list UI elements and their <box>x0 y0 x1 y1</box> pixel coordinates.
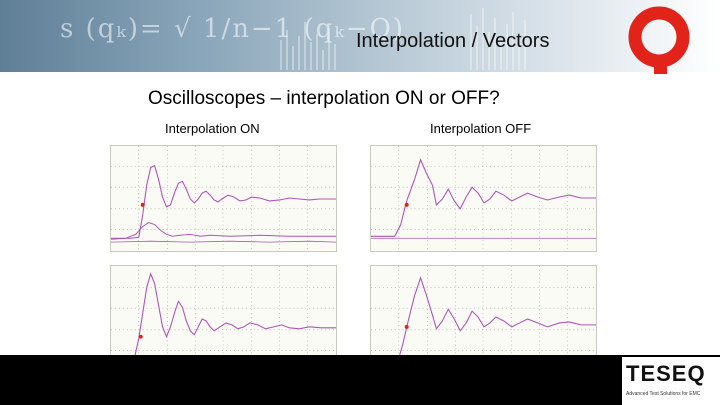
trigger-marker <box>405 203 409 207</box>
trigger-marker <box>141 203 145 207</box>
scope-trace-secondary <box>111 223 336 240</box>
label-interpolation-off: Interpolation OFF <box>430 121 532 136</box>
teseq-logo <box>622 357 720 405</box>
teseq-tagline: Advanced Test Solutions for EMC <box>626 391 701 397</box>
slide-title: Interpolation / Vectors <box>356 30 550 52</box>
scope-off-top <box>370 145 597 252</box>
trigger-marker <box>405 325 409 329</box>
scope-on-top <box>110 145 337 252</box>
scope-trace-main <box>371 160 596 237</box>
footer-bar <box>0 355 720 405</box>
trigger-marker <box>139 335 143 339</box>
scope-trace-main <box>371 278 596 358</box>
brand-ring-logo <box>626 4 692 76</box>
scope-trace-main <box>111 274 336 362</box>
decorative-formula: s (qₖ)= √ 1/n−1 (qₖ−Q) <box>60 14 406 44</box>
label-interpolation-on: Interpolation ON <box>165 121 260 136</box>
scope-trace-reference <box>111 241 336 242</box>
scope-trace-main <box>111 166 336 239</box>
section-heading: Oscilloscopes – interpolation ON or OFF? <box>148 88 500 109</box>
scope-grid <box>371 146 596 251</box>
teseq-wordmark: TESEQ <box>626 361 706 386</box>
